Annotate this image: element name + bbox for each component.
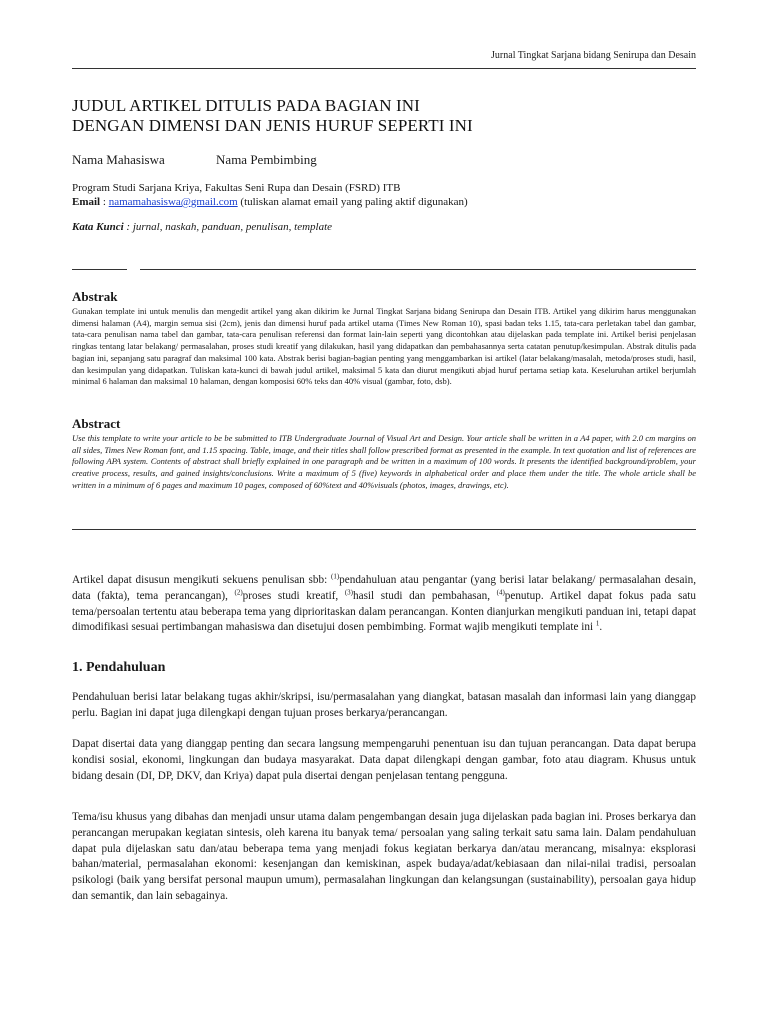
pendahuluan-paragraph-2: Dapat disertai data yang dianggap penting dan secara langsung mempengaruhi penentuan isu dan tujuan perancangan. Data dapat berupa kondisi sosial, ekonomi, lingkungan dan budaya masyarakat. Data dapat dilengkapi dengan gambar, foto atau diagram. Khusus untuk bidang desain (DI, DP, DKV, dan Kriya) dapat pula disertai dengan penjelasan tentang pengguna. (72, 738, 696, 782)
email-note: (tuliskan alamat email yang paling aktif digunakan) (240, 196, 468, 208)
email-line: Email : namamahasiswa@gmail.com (tuliskan alamat email yang paling aktif digunakan) (72, 196, 468, 208)
affiliation-block (72, 181, 468, 209)
program-affiliation: Program Studi Sarjana Kriya, Fakultas Seni Rupa dan Desain (FSRD) ITB (72, 182, 401, 194)
author-advisor: Nama Pembimbing (216, 152, 317, 167)
author-student: Nama Mahasiswa (72, 152, 165, 167)
divider-long (140, 269, 696, 270)
keywords-line (72, 221, 332, 233)
abstract-text: Use this template to write your article to be be submitted to ITB Undergraduate Journal of Visual Art and Design. Your article shall be written in a A4 paper, with 2.0 cm margins on all sides, Times New Roman font, and 1.15 spacing. Table, image, and their titles shall follow prescribed format as presented in the example. In text quotation and list of references are following APA system. Contents of abstract shall briefly explained in one paragraph and be written in a maximum of 100 words. It presents the identified background/problem, your creative process, results, and gained insights/conclusions. Write a maximum of 5 (five) keywords in alphabetical order and place them under the title. The whole article shall be written in a minimum of 6 pages and maximum 10 pages, composed of 60%text and 40%visuals (photos, images, drawings, etc). (72, 433, 696, 490)
author-list (72, 152, 317, 168)
article-title (72, 96, 696, 136)
pendahuluan-paragraph-3: Tema/isu khusus yang dibahas dan menjadi unsur utama dalam pengembangan desain juga dijelaskan pada bagian ini. Proses berkarya dan perancangan merupakan kegiatan sintesis, oleh karena itu banyak tema/ persoalan yang saling terkait satu sama lain. Dalam pendahuluan dapat pula dijelaskan satu dan/atau beberapa tema yang menjadi fokus kegiatan berkarya dan/atau merancang, misalnya: eksplorasi bahan/material, permasalahan ekonomi: kesenjangan dan kemiskinan, aspek budaya/adat/kebiasaan dan nilai-nilai tradisi, persoalan psikologi (baik yang bersifat personal maupun umum), permasalahan lingkungan dan kelangsungan (sustainability), persoalan gaya hidup dan semantik, dan lain sebagainya. (72, 811, 696, 902)
intro-paragraph: Artikel dapat disusun mengikuti sekuens penulisan sbb: $^{(1)}$pendahuluan atau pengantar (yang berisi latar belakang/ permasalahan desain, data (fakta), tema perancangan), $^{(2)}$proses studi kreatif, $^{(3)}$hasil studi dan pembahasan, $^{(4)}$penutup. Artikel dapat fokus pada satu tema/persoalan tertentu atau beberapa tema yang diprioritaskan dalam perancangan. Konten dianjurkan mengikuti panduan ini, tetapi dapat dimodifikasi sesuai pertimbangan mahasiswa dan disetujui dosen pembimbing. Format wajib mengikuti template ini $^1$. (72, 572, 697, 634)
section-heading-pendahuluan: 1. Pendahuluan (72, 660, 166, 675)
title-line-1: JUDUL ARTIKEL DITULIS PADA BAGIAN INI (72, 96, 420, 115)
pendahuluan-paragraph-1: Pendahuluan berisi latar belakang tugas akhir/skripsi, isu/permasalahan yang diangkat, batasan masalah dan informasi lain yang dianggap perlu. Bagian ini dapat juga dilengkapi dengan tujuan proses berkarya/perancangan. (72, 691, 696, 719)
header-rule (72, 68, 696, 69)
abstrak-heading: Abstrak (72, 289, 118, 304)
email-label: Email (72, 196, 101, 208)
title-line-2: DENGAN DIMENSI DAN JENIS HURUF SEPERTI INI (72, 116, 473, 135)
keywords-label: Kata Kunci (72, 221, 124, 233)
abstract-heading: Abstract (72, 416, 121, 431)
keywords-text: : jurnal, naskah, panduan, penulisan, template (126, 221, 333, 233)
divider-short (72, 269, 127, 270)
abstrak-text: Gunakan template ini untuk menulis dan mengedit artikel yang akan dikirim ke Jurnal Tingkat Sarjana bidang Senirupa dan Desain ITB. Artikel yang dikirim harus menggunakan dimensi halaman (A4), margin semua sisi (2cm), jenis dan dimensi huruf pada artikel utama (Times New Roman 10), spasi badan teks 1.15, tata-cara perletakan tabel dan gambar, tata-cara penulisan nama tabel dan gambar, tata-cara penulisan referensi dan format lain-lain seperti yang dicontohkan atau dijelaskan pada template ini. Artikel berisi penjelasan ringkas tentang latar belakang/ permasalahan, proses studi kreatif yang dilakukan, hasil yang didapatkan dan pembahasannya serta catatan penutup/kesimpulan. Abstrak ditulis pada bagian ini, sepanjang satu paragraf dan maksimal 100 kata. Abstrak berisi bagian-bagian penting yang menggambarkan isi artikel (latar belakang/masalah, metoda/proses studi, hasil, dan kesimpulan yang didapatkan. Tuliskan kata-kunci di bawah judul artikel, maksimal 5 kata dan diurut mengikuti abjad huruf pertama setiap kata. Keseluruhan artikel berjumlah minimal 6 halaman dan maksimal 10 halaman, dengan komposisi 60% teks dan 40% visual (gambar, foto, dsb). (72, 306, 696, 387)
abstract-end-rule (72, 529, 696, 530)
email-link[interactable]: namamahasiswa@gmail.com (108, 196, 238, 208)
running-header: Jurnal Tingkat Sarjana bidang Senirupa dan Desain (491, 50, 696, 61)
